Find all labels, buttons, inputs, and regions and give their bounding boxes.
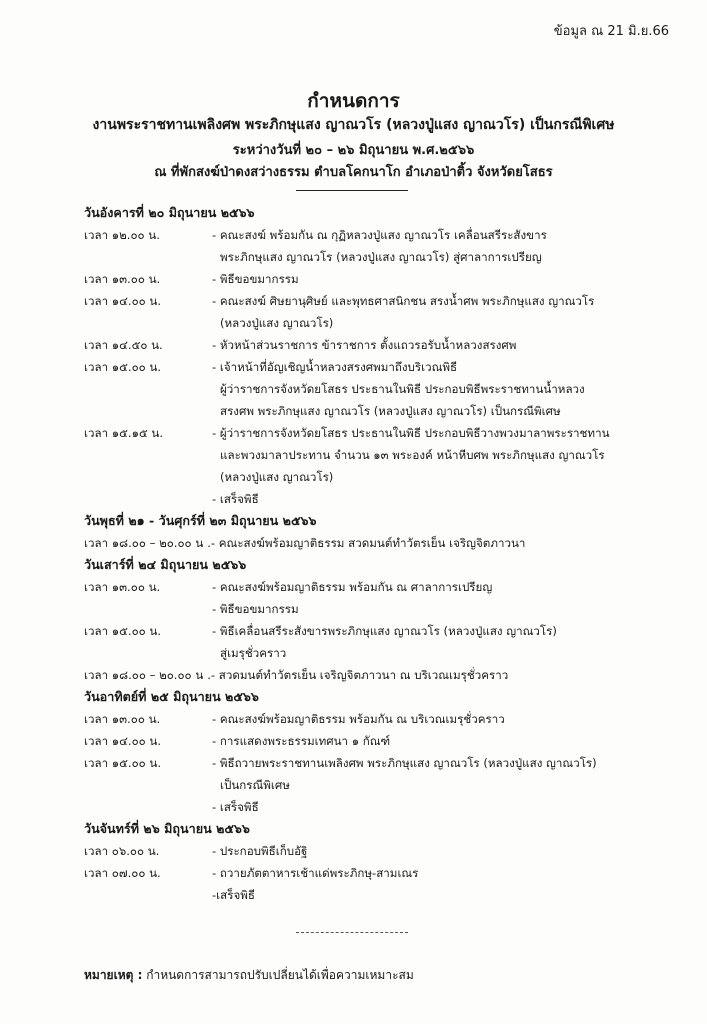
item-description xyxy=(212,752,684,796)
description-line: - คณะสงฆ์พร้อมญาติธรรม พร้อมกัน ณ บริเวณเมรุชั่วคราว xyxy=(212,712,505,726)
item-description xyxy=(207,532,684,554)
description-line: ผู้ว่าราชการจังหวัดยโสธร ประธานในพิธี ประกอบพิธีพระราชทานน้ำหลวง xyxy=(220,382,585,396)
description-line: .- สวดมนต์ทำวัตรเย็น เจริญจิตภาวนา ณ บริเวณเมรุชั่วคราว xyxy=(207,668,509,682)
item-description xyxy=(207,664,684,686)
day-heading: วันเสาร์ที่ ๒๔ มิถุนายน ๒๕๖๖ xyxy=(84,557,247,572)
schedule-item xyxy=(84,796,684,818)
schedule-item xyxy=(84,224,684,268)
description-line: - การแสดงพระธรรมเทศนา ๑ กัณฑ์ xyxy=(212,734,391,748)
item-description xyxy=(212,268,684,290)
schedule-item xyxy=(84,356,684,422)
description-line: พระภิกษุแสง ญาณวโร (หลวงปู่แสง ญาณวโร) สู่ศาลาการเปรียญ xyxy=(220,250,542,264)
item-time: เวลา ๐๖.๐๐ น. xyxy=(84,844,160,858)
item-description xyxy=(212,620,684,664)
schedule-item xyxy=(84,598,684,620)
item-time xyxy=(84,884,212,906)
item-time: เวลา ๑๓.๐๐ น. xyxy=(84,272,161,286)
item-time: เวลา ๑๘.๐๐ – ๒๐.๐๐ น xyxy=(84,668,204,682)
item-time: เวลา ๑๓.๐๐ น. xyxy=(84,580,161,594)
schedule-item xyxy=(84,334,684,356)
day-heading: วันอาทิตย์ที่ ๒๕ มิถุนายน ๒๕๖๖ xyxy=(84,689,259,704)
description-line: - ถวายภัตตาหารเช้าแด่พระภิกษุ-สามเณร xyxy=(212,866,419,880)
schedule-item xyxy=(84,664,684,686)
description-line: .- คณะสงฆ์พร้อมญาติธรรม สวดมนต์ทำวัตรเย็น เจริญจิตภาวนา xyxy=(207,536,526,550)
description-line: (หลวงปู่แสง ญาณวโร) xyxy=(220,316,334,330)
schedule-item xyxy=(84,422,684,488)
item-description xyxy=(212,598,684,620)
note-label: หมายเหตุ : xyxy=(84,968,143,982)
item-time: เวลา ๑๔.๐๐ น. xyxy=(84,734,162,748)
item-description xyxy=(212,356,684,422)
item-time: เวลา ๑๒.๐๐ น. xyxy=(84,228,160,242)
item-time: เวลา ๑๕.๐๐ น. xyxy=(84,624,162,638)
description-line: - เสร็จพิธี xyxy=(212,492,259,506)
header-divider xyxy=(296,190,408,191)
schedule-item xyxy=(84,488,684,510)
item-description xyxy=(212,884,684,906)
day-heading: วันอังคารที่ ๒๐ มิถุนายน ๒๕๖๖ xyxy=(84,205,255,220)
schedule-item xyxy=(84,268,684,290)
event-location: ณ ที่พักสงฆ์ป่าดงสว่างธรรม ตำบลโคกนาโก อำเภอป่าติ้ว จังหวัดยโสธร xyxy=(154,165,553,180)
item-description xyxy=(212,708,684,730)
item-description xyxy=(212,290,684,334)
event-period: ระหว่างวันที่ ๒๐ – ๒๖ มิถุนายน พ.ศ.๒๕๖๖ xyxy=(232,143,475,158)
item-time: เวลา ๑๔.๕๐ น. xyxy=(84,338,163,352)
schedule-item xyxy=(84,620,684,664)
item-description xyxy=(212,862,684,884)
event-subtitle: งานพระราชทานเพลิงศพ พระภิกษุแสง ญาณวโร (หลวงปู่แสง ญาณวโร) เป็นกรณีพิเศษ xyxy=(92,117,615,133)
item-description xyxy=(212,488,684,510)
item-time: เวลา ๑๕.๐๐ น. xyxy=(84,360,162,374)
item-description xyxy=(212,730,684,752)
footer-divider xyxy=(296,932,408,934)
description-line: - คณะสงฆ์ พร้อมกัน ณ กุฏิหลวงปู่แสง ญาณวโร เคลื่อนสรีระสังขาร xyxy=(212,228,547,242)
description-line: - พิธีขอขมากรรม xyxy=(212,272,299,286)
item-time: เวลา ๑๔.๐๐ น. xyxy=(84,294,162,308)
schedule xyxy=(84,202,684,906)
description-line: - ประกอบพิธีเก็บอัฐิ xyxy=(212,844,308,858)
item-time xyxy=(84,488,212,510)
item-time: เวลา ๑๓.๐๐ น. xyxy=(84,712,161,726)
data-date-info: ข้อมูล ณ 21 มิ.ย.66 xyxy=(553,24,669,39)
description-line: - ผู้ว่าราชการจังหวัดยโสธร ประธานในพิธี ประกอบพิธีวางพวงมาลาพระราชทาน xyxy=(212,426,610,440)
item-description xyxy=(212,224,684,268)
description-line: สรงศพ พระภิกษุแสง ญาณวโร (หลวงปู่แสง ญาณวโร) เป็นกรณีพิเศษ xyxy=(220,404,561,418)
day-heading: วันพุธที่ ๒๑ - วันศุกร์ที่ ๒๓ มิถุนายน ๒๕๖๖ xyxy=(84,513,317,528)
item-description xyxy=(212,422,684,488)
note-text: กำหนดการสามารถปรับเปลี่ยนได้เพื่อความเหมาะสม xyxy=(142,968,414,982)
schedule-item xyxy=(84,884,684,906)
item-time xyxy=(84,796,212,818)
description-line: - เจ้าหน้าที่อัญเชิญน้ำหลวงสรงศพมาถึงบริเวณพิธี xyxy=(212,360,458,374)
description-line: - คณะสงฆ์พร้อมญาติธรรม พร้อมกัน ณ ศาลาการเปรียญ xyxy=(212,580,493,594)
description-line: - หัวหน้าส่วนราชการ ข้าราชการ ตั้งแถวรอรับน้ำหลวงสรงศพ xyxy=(212,338,517,352)
schedule-item xyxy=(84,862,684,884)
item-description xyxy=(212,576,684,598)
description-line: - เสร็จพิธี xyxy=(212,800,259,814)
schedule-item xyxy=(84,290,684,334)
item-time: เวลา ๐๗.๐๐ น. xyxy=(84,866,161,880)
description-line: เป็นกรณีพิเศษ xyxy=(220,778,290,792)
schedule-item xyxy=(84,708,684,730)
item-time: เวลา ๑๕.๐๐ น. xyxy=(84,756,162,770)
day-heading: วันจันทร์ที่ ๒๖ มิถุนายน ๒๕๖๖ xyxy=(84,821,250,836)
note xyxy=(84,966,414,985)
description-line: (หลวงปู่แสง ญาณวโร) xyxy=(220,470,334,484)
item-time: เวลา ๑๕.๑๕ น. xyxy=(84,426,164,440)
schedule-item xyxy=(84,752,684,796)
description-line: - พิธีถวายพระราชทานเพลิงศพ พระภิกษุแสง ญาณวโร (หลวงปู่แสง ญาณวโร) xyxy=(212,756,597,770)
description-line: - คณะสงฆ์ ศิษยานุศิษย์ และพุทธศาสนิกชน สรงน้ำศพ พระภิกษุแสง ญาณวโร xyxy=(212,294,595,308)
schedule-item xyxy=(84,840,684,862)
item-time xyxy=(84,598,212,620)
description-line: - พิธีเคลื่อนสรีระสังขารพระภิกษุแสง ญาณวโร (หลวงปู่แสง ญาณวโร) xyxy=(212,624,557,638)
schedule-item xyxy=(84,532,684,554)
item-description xyxy=(212,796,684,818)
item-time: เวลา ๑๘.๐๐ – ๒๐.๐๐ น xyxy=(84,536,204,550)
document-title: กำหนดการ xyxy=(307,90,400,112)
description-line: - พิธีขอขมากรรม xyxy=(212,602,299,616)
description-line: และพวงมาลาประทาน จำนวน ๑๓ พระองค์ หน้าหีบศพ พระภิกษุแสง ญาณวโร xyxy=(220,448,605,462)
description-line: -เสร็จพิธี xyxy=(212,888,255,902)
item-description xyxy=(212,840,684,862)
item-description xyxy=(212,334,684,356)
schedule-item xyxy=(84,576,684,598)
schedule-item xyxy=(84,730,684,752)
description-line: สู่เมรุชั่วคราว xyxy=(220,646,287,660)
